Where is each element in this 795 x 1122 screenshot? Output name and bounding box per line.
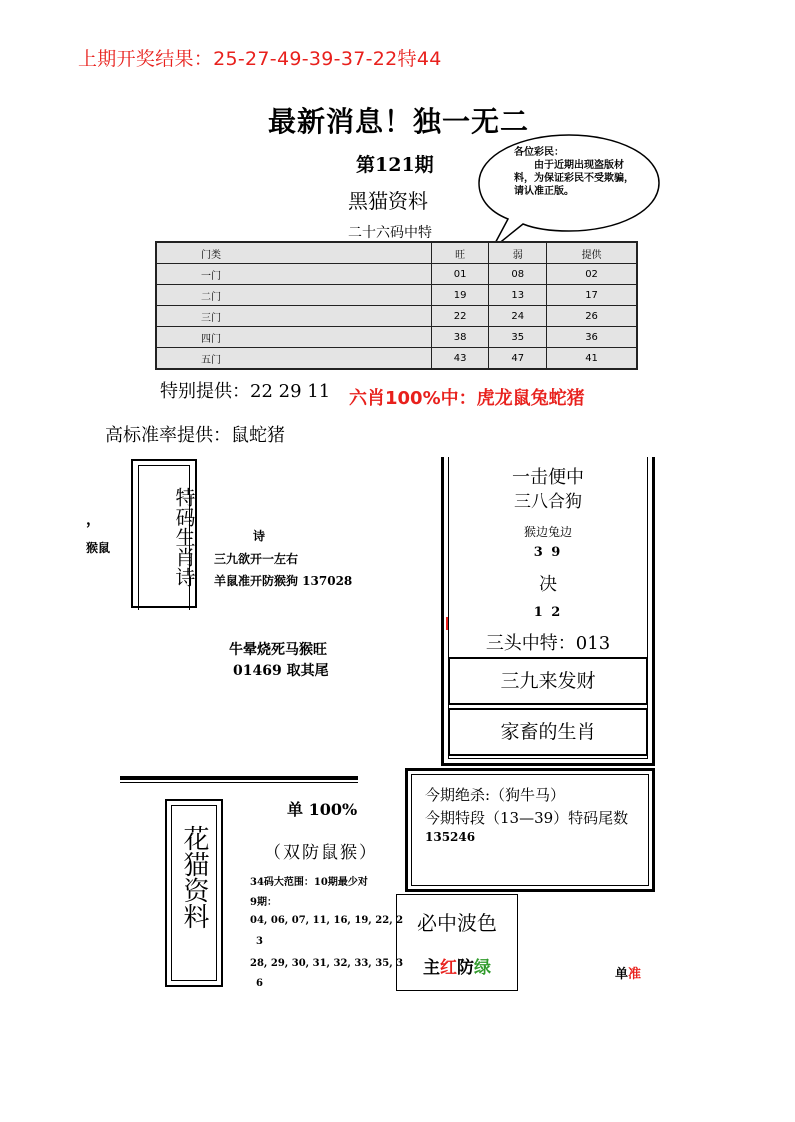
kill-box-inner [411, 774, 649, 886]
table-cell: 41 [547, 348, 637, 370]
bubble-body: 由于近期出现盗版材料，为保证彩民不受欺骗，请认准正版。 [514, 160, 634, 197]
table-header-cell: 旺 [431, 242, 489, 264]
table-row [156, 306, 637, 327]
table-header-row [156, 242, 637, 264]
single-label: 单 [615, 967, 629, 982]
kill-box [405, 768, 655, 892]
ox-line: 牛晕烧死马猴旺 [229, 642, 327, 658]
wave-color-title: 必中波色 [417, 911, 497, 935]
strike-panel-inner [448, 457, 648, 759]
table-cell: 四门 [156, 327, 431, 348]
ox-line-tail: 01469 取其尾 [233, 663, 329, 679]
table-cell: 26 [547, 306, 637, 327]
table-cell: 17 [547, 285, 637, 306]
range-numbers: 6 [256, 978, 263, 989]
table-cell: 08 [489, 264, 547, 285]
strike-panel [441, 457, 655, 766]
divider [120, 782, 358, 783]
single-sure-label [615, 963, 641, 982]
issue-number: 第121期 [356, 154, 434, 176]
comma-mark: ， [86, 510, 102, 528]
wave-guard-label: 防 [457, 958, 474, 978]
twenty-six-codes-label: 二十六码中特 [348, 225, 432, 241]
table-header-cell: 门类 [156, 242, 431, 264]
table-cell: 24 [489, 306, 547, 327]
red-tick-mark [446, 617, 448, 630]
poem-title: 诗 [253, 529, 266, 543]
table-row [156, 327, 637, 348]
poem-line: 羊鼠准开防猴狗 137028 [214, 574, 353, 588]
table-row [156, 264, 637, 285]
kill-line: 今期绝杀:（狗牛马） [425, 786, 566, 804]
divider [120, 776, 358, 780]
table-cell: 02 [547, 264, 637, 285]
table-cell: 二门 [156, 285, 431, 306]
special-offer: 特别提供：22 29 11 [160, 381, 331, 402]
single-100-label: 单 100% [287, 800, 358, 819]
table-cell: 36 [547, 327, 637, 348]
wave-main-label: 主 [423, 958, 440, 978]
range-periods: 9期： [250, 897, 277, 908]
kill-line: 今期特段（13—39）特码尾数 [425, 809, 629, 827]
door-table [155, 241, 638, 370]
kill-numbers: 135246 [425, 830, 476, 844]
table-row [156, 285, 637, 306]
poem-box [131, 459, 197, 608]
flower-cat-box [165, 799, 223, 987]
range-numbers: 04, 06, 07, 11, 16, 19, 22, 2 [250, 915, 404, 926]
table-cell: 22 [431, 306, 489, 327]
table-row [156, 348, 637, 370]
wave-red-label: 红 [440, 958, 457, 978]
table-cell: 43 [431, 348, 489, 370]
range-numbers: 28, 29, 30, 31, 32, 33, 35, 3 [250, 958, 404, 969]
strike-heading: 一击便中 [512, 467, 584, 488]
wave-color-box [396, 894, 518, 991]
strike-subheading: 三八合狗 [514, 492, 582, 512]
range-title: 34码大范围：10期最少对 [250, 877, 368, 888]
numbers-3-9: 3 9 [533, 545, 563, 560]
bubble-greeting: 各位彩民： [514, 147, 564, 158]
decide-label: 决 [539, 574, 557, 595]
sure-label: 准 [628, 967, 642, 982]
numbers-1-2: 1 2 [533, 605, 563, 620]
fortune-box: 三九来发财 [448, 657, 648, 705]
table-cell: 19 [431, 285, 489, 306]
poem-line: 三九欲开一左右 [214, 552, 299, 566]
double-guard-label: （双防鼠猴） [264, 843, 378, 863]
page-title: 最新消息！独一无二 [268, 105, 530, 138]
high-standard-pick: 高标准率提供：鼠蛇猪 [105, 425, 285, 446]
table-header-cell: 提供 [547, 242, 637, 264]
table-cell: 38 [431, 327, 489, 348]
table-cell: 五门 [156, 348, 431, 370]
wave-color-pick [397, 953, 517, 978]
monkey-rabbit-label: 猴边兔边 [523, 525, 572, 539]
wave-green-label: 绿 [474, 958, 491, 978]
livestock-box: 家畜的生肖 [448, 708, 648, 756]
table-cell: 01 [431, 264, 489, 285]
speech-bubble [478, 133, 660, 233]
table-header-cell: 弱 [489, 242, 547, 264]
range-numbers: 3 [256, 936, 263, 947]
table-cell: 13 [489, 285, 547, 306]
monkey-rat-label: 猴鼠 [86, 541, 111, 555]
last-draw-result: 上期开奖结果：25-27-49-39-37-22特44 [78, 48, 442, 70]
flower-cat-title: 花猫资料 [179, 825, 209, 929]
three-head-pick: 三头中特：013 [485, 633, 611, 654]
page-subtitle: 黑猫资料 [348, 189, 428, 213]
table-cell: 三门 [156, 306, 431, 327]
table-cell: 一门 [156, 264, 431, 285]
table-cell: 47 [489, 348, 547, 370]
six-zodiac-pick: 六肖100%中：虎龙鼠兔蛇猪 [349, 388, 585, 409]
poem-box-title: 特码生肖诗 [172, 487, 196, 587]
table-cell: 35 [489, 327, 547, 348]
